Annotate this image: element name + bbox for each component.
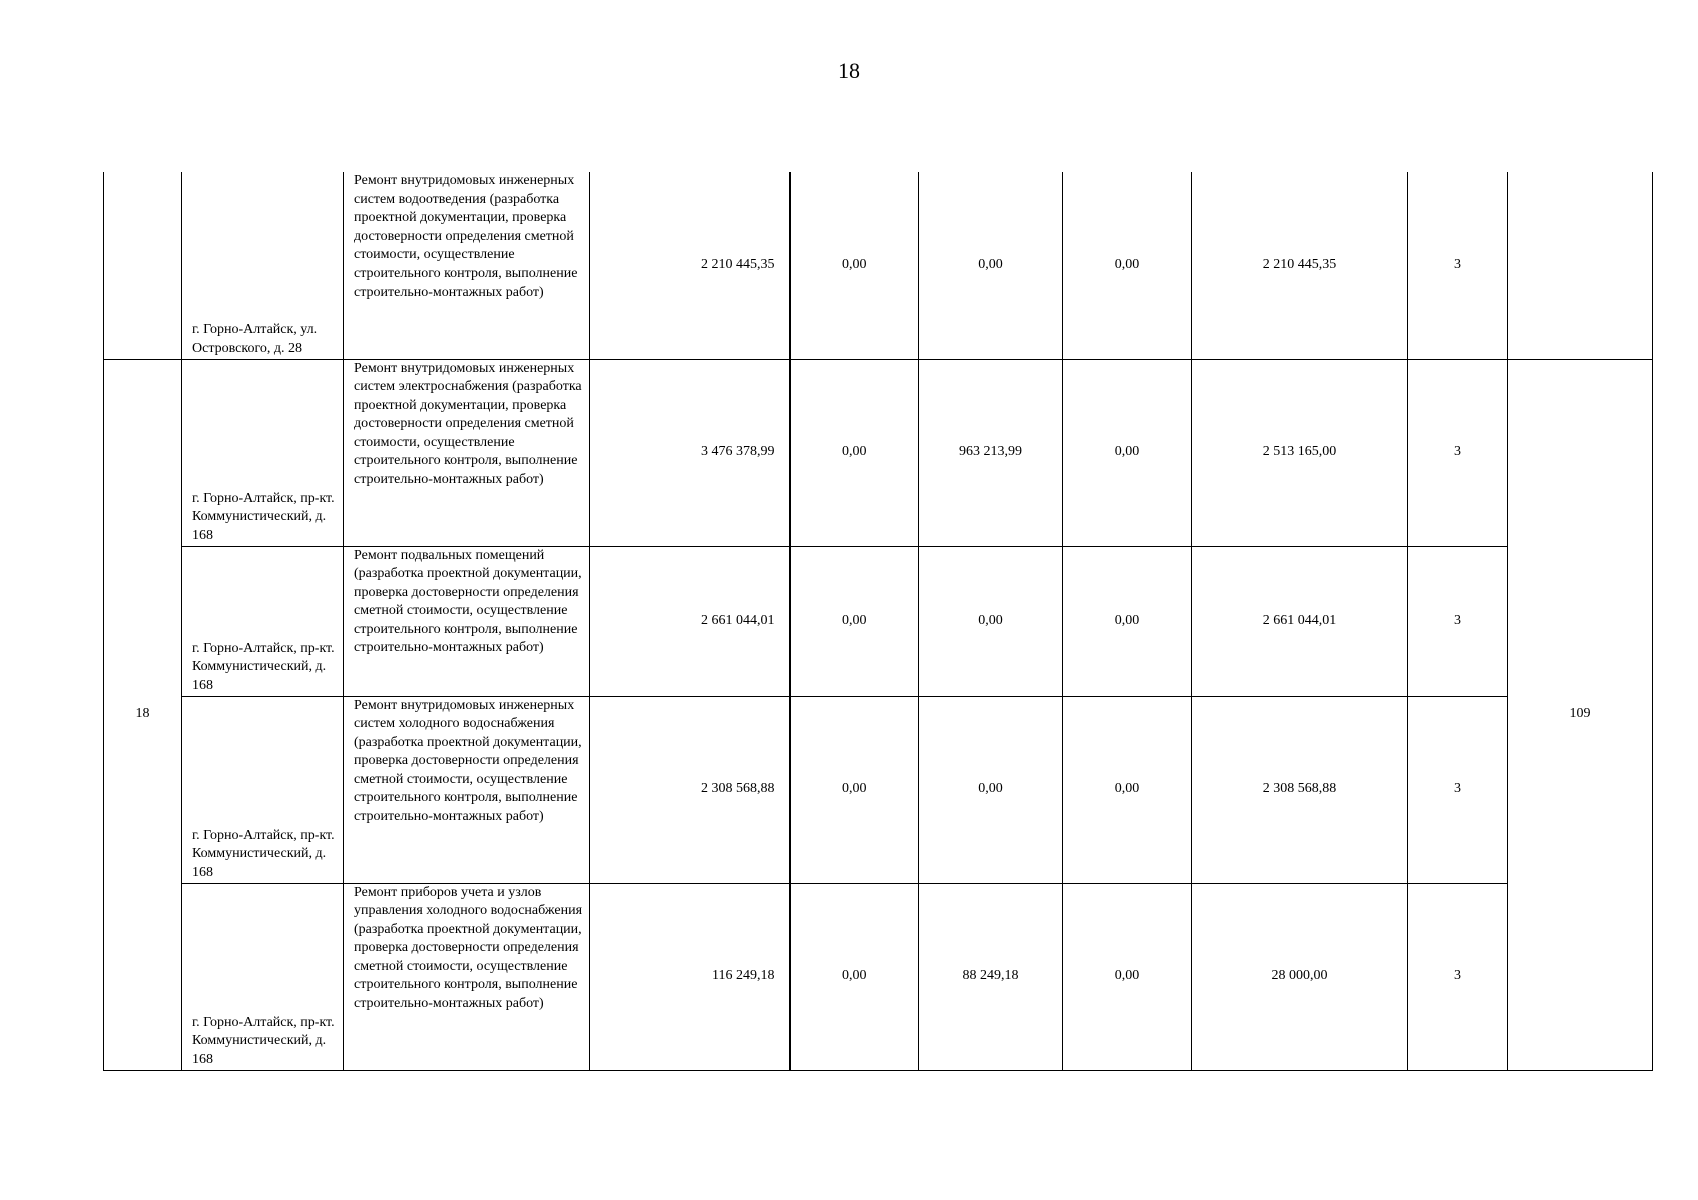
cost-cell: 0,00 [790, 883, 919, 1070]
page-number: 18 [838, 58, 860, 83]
work-type-cell: Ремонт внутридомовых инженерных систем холодного водоснабжения (разработка проектной документации, проверка достоверности определения сметной стоимости, осуществление строительного контроля, выполнение строительно-монтажных работ) [344, 696, 590, 883]
cost-cell: 963 213,99 [919, 359, 1063, 546]
total-cost-cell: 2 308 568,88 [590, 696, 790, 883]
value-cell: 3 [1408, 883, 1508, 1070]
cost-cell: 2 210 445,35 [1192, 172, 1408, 359]
cost-cell: 0,00 [1063, 359, 1192, 546]
cost-cell: 2 513 165,00 [1192, 359, 1408, 546]
cost-cell: 0,00 [790, 359, 919, 546]
end-cell [1508, 172, 1653, 359]
address-cell: г. Горно-Алтайск, ул. Островского, д. 28 [182, 172, 344, 359]
table-row [104, 172, 1653, 359]
row-number-cell [104, 172, 182, 359]
total-cost-cell: 2 661 044,01 [590, 546, 790, 696]
cost-cell: 2 308 568,88 [1192, 696, 1408, 883]
cost-cell: 0,00 [919, 172, 1063, 359]
cost-cell: 0,00 [919, 696, 1063, 883]
address-cell: г. Горно-Алтайск, пр-кт. Коммунистический, д. 168 [182, 359, 344, 546]
capital-repair-table [103, 172, 1653, 1071]
work-type-cell: Ремонт подвальных помещений (разработка проектной документации, проверка достоверности определения сметной стоимости, осуществление строительного контроля, выполнение строительно-монтажных работ) [344, 546, 590, 696]
cost-cell: 0,00 [790, 172, 919, 359]
cost-cell: 0,00 [1063, 883, 1192, 1070]
total-cost-cell: 3 476 378,99 [590, 359, 790, 546]
work-type-cell: Ремонт внутридомовых инженерных систем электроснабжения (разработка проектной документации, проверка достоверности определения сметной стоимости, осуществление строительного контроля, выполнение строительно-монтажных работ) [344, 359, 590, 546]
value-cell: 3 [1408, 696, 1508, 883]
total-cost-cell: 116 249,18 [590, 883, 790, 1070]
cost-cell: 0,00 [790, 546, 919, 696]
group-number-cell: 18 [104, 359, 182, 1070]
address-cell: г. Горно-Алтайск, пр-кт. Коммунистический, д. 168 [182, 883, 344, 1070]
cost-cell: 2 661 044,01 [1192, 546, 1408, 696]
value-cell: 3 [1408, 359, 1508, 546]
table-row [104, 546, 1653, 696]
cost-cell: 0,00 [1063, 696, 1192, 883]
work-type-cell: Ремонт приборов учета и узлов управления холодного водоснабжения (разработка проектной документации, проверка достоверности определения сметной стоимости, осуществление строительного контроля, выполнение строительно-монтажных работ) [344, 883, 590, 1070]
work-type-cell: Ремонт внутридомовых инженерных систем водоотведения (разработка проектной документации, проверка достоверности определения сметной стоимости, осуществление строительного контроля, выполнение строительно-монтажных работ) [344, 172, 590, 359]
cost-cell: 88 249,18 [919, 883, 1063, 1070]
cost-cell: 28 000,00 [1192, 883, 1408, 1070]
address-cell: г. Горно-Алтайск, пр-кт. Коммунистический, д. 168 [182, 546, 344, 696]
total-cost-cell: 2 210 445,35 [590, 172, 790, 359]
cost-cell: 0,00 [790, 696, 919, 883]
value-cell: 3 [1408, 172, 1508, 359]
value-cell: 3 [1408, 546, 1508, 696]
cost-cell: 0,00 [1063, 172, 1192, 359]
group-value-cell: 109 [1508, 359, 1653, 1070]
cost-cell: 0,00 [919, 546, 1063, 696]
table-row [104, 359, 1653, 546]
address-cell: г. Горно-Алтайск, пр-кт. Коммунистический, д. 168 [182, 696, 344, 883]
cost-cell: 0,00 [1063, 546, 1192, 696]
table-row [104, 696, 1653, 883]
table-row [104, 883, 1653, 1070]
